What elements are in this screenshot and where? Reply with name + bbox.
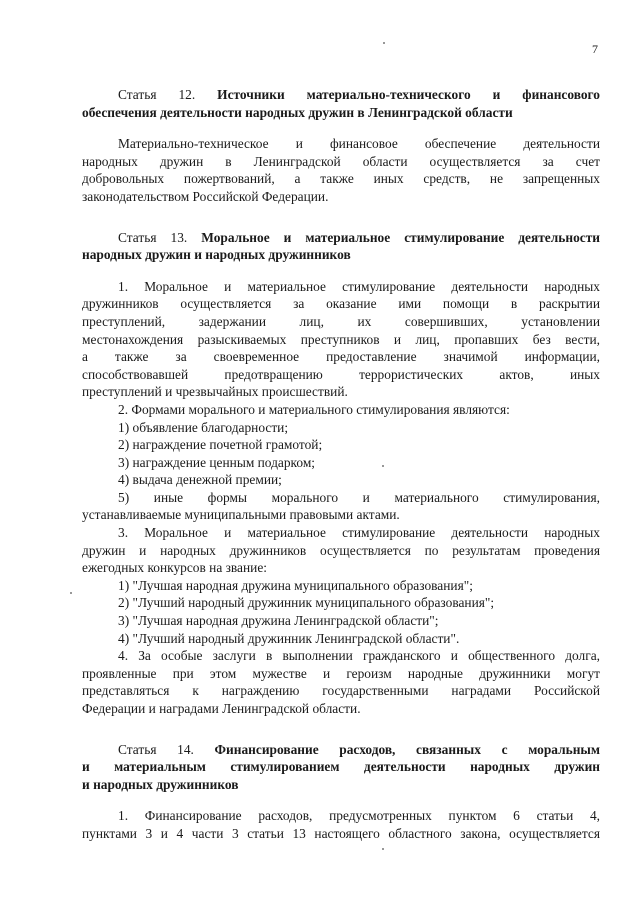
text-line: проявленные при этом мужестве и героизм народные дружинники могут xyxy=(82,665,600,681)
list-item: 5) иные формы морального и материального стимулирования, xyxy=(118,489,600,505)
text-line: преступлений, задержании лиц, их совершивших, установлении xyxy=(82,313,600,329)
article-14-title-line-3: и народных дружинников xyxy=(82,776,239,792)
text-line: народных дружин в Ленинградской области осуществляется за счет xyxy=(82,153,600,169)
article-14-prefix: Статья 14. xyxy=(118,741,194,757)
document-body xyxy=(82,86,600,843)
article-13-paragraph-4 xyxy=(82,647,600,717)
article-12-title-line-1: Источники материально-технического и финансового xyxy=(217,87,600,102)
article-12-paragraph-1 xyxy=(82,135,600,205)
text-line: ежегодных конкурсов на звание: xyxy=(82,560,267,576)
article-13-paragraph-1 xyxy=(82,278,600,401)
article-12 xyxy=(82,86,600,206)
article-14-paragraph-1 xyxy=(82,807,600,842)
list-item: 1) "Лучшая народная дружина муниципального образования"; xyxy=(118,577,473,593)
article-14-title-line-2: и материальным стимулированием деятельности народных дружин xyxy=(82,759,600,775)
text-line: преступлений и чрезвычайных происшествий. xyxy=(82,384,348,400)
article-14-heading xyxy=(82,741,600,794)
text-line: 1. Финансирование расходов, предусмотренных пунктом 6 статьи 4, xyxy=(118,808,600,824)
text-line: а также за своевременное предоставление значимой информации, xyxy=(82,349,600,365)
article-13 xyxy=(82,229,600,718)
stimulation-forms-list xyxy=(82,419,600,525)
article-13-prefix: Статья 13. xyxy=(118,229,188,245)
text-line: законодательством Российской Федерации. xyxy=(82,188,329,204)
text-line: 3. Моральное и материальное стимулирование деятельности народных xyxy=(118,525,600,541)
article-13-paragraph-2: 2. Формами морального и материального стимулирования являются: xyxy=(118,401,510,417)
text-line: добровольных пожертвований, а также иных средств, не запрещенных xyxy=(82,171,600,187)
article-13-paragraph-3 xyxy=(82,524,600,577)
text-line: 1. Моральное и материальное стимулирование деятельности народных xyxy=(118,278,600,294)
article-12-title-line-2: обеспечения деятельности народных дружин в Ленинградской области xyxy=(82,104,513,120)
article-12-heading xyxy=(82,86,600,121)
article-14 xyxy=(82,741,600,843)
text-line: Материально-техническое и финансовое обеспечение деятельности xyxy=(118,136,600,152)
text-line: дружинников осуществляется за оказание ими помощи в раскрытии xyxy=(82,296,600,312)
article-12-prefix: Статья 12. xyxy=(118,87,196,102)
text-line: дружин и народных дружинников осуществляется по результатам проведения xyxy=(82,542,600,558)
list-item: 2) "Лучший народный дружинник муниципального образования"; xyxy=(118,595,495,611)
article-13-title-line-1: Моральное и материальное стимулирование деятельности xyxy=(201,229,600,245)
text-line: 4. За особые заслуги в выполнении гражданского и общественного долга, xyxy=(118,648,600,664)
text-line: способствовавшей предотвращению террористических актов, иных xyxy=(82,366,600,382)
article-13-heading xyxy=(82,229,600,264)
contest-titles-list xyxy=(82,577,600,647)
list-item: 2) награждение почетной грамотой; xyxy=(118,437,323,453)
scan-speck xyxy=(70,592,72,594)
list-item: 3) "Лучшая народная дружина Ленинградской области"; xyxy=(118,613,439,629)
article-13-title-line-2: народных дружин и народных дружинников xyxy=(82,247,351,263)
scan-speck xyxy=(382,848,384,850)
page-number: 7 xyxy=(592,42,598,56)
list-item: 3) награждение ценным подарком; xyxy=(118,454,316,470)
list-item: 4) "Лучший народный дружинник Ленинградской области". xyxy=(118,630,460,646)
text-line: пунктами 3 и 4 части 3 статьи 13 настоящего областного закона, осуществляется xyxy=(82,825,600,841)
text-line: Федерации и наградами Ленинградской области. xyxy=(82,701,361,716)
list-item-continuation: устанавливаемые муниципальными правовыми актами. xyxy=(82,507,400,523)
list-item: 4) выдача денежной премии; xyxy=(118,472,282,488)
text-line: местонахождения разыскиваемых преступников и лиц, пропавших без вести, xyxy=(82,331,600,347)
scan-speck xyxy=(383,42,385,44)
list-item: 1) объявление благодарности; xyxy=(118,419,289,435)
scan-speck xyxy=(382,465,384,467)
text-line: представляться к награждению государственными наградами Российской xyxy=(82,683,600,699)
article-14-title-line-1: Финансирование расходов, связанных с моральным xyxy=(214,741,600,757)
